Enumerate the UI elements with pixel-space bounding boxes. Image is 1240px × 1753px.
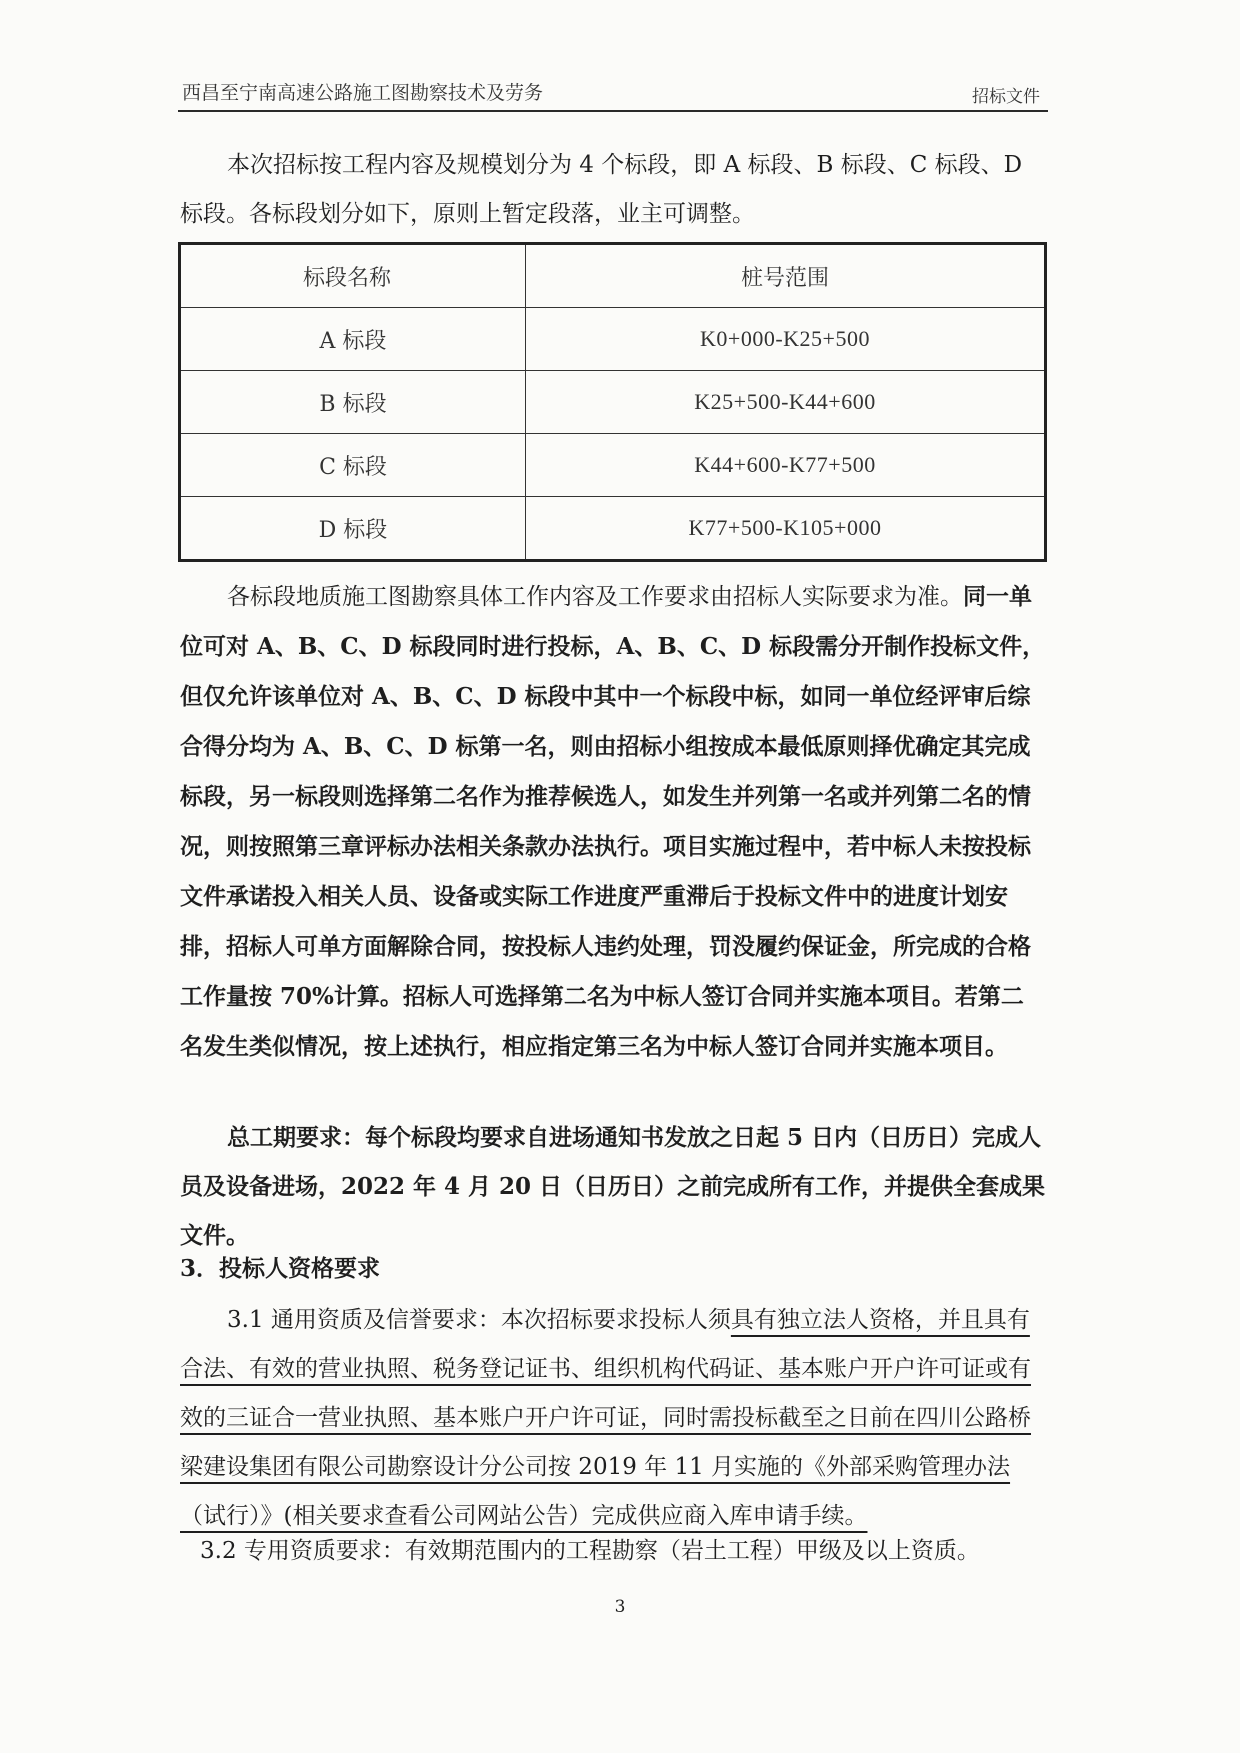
table-cell-range: K77+500-K105+000 xyxy=(526,497,1046,561)
table-row xyxy=(180,497,1046,561)
bidding-rules-paragraph xyxy=(180,572,1046,1072)
table-header-name: 标段名称 xyxy=(180,244,526,308)
table-header-row xyxy=(180,244,1046,308)
page-number: 3 xyxy=(614,1597,626,1617)
schedule-paragraph: 总工期要求：每个标段均要求自进场通知书发放之日起 5 日内（日历日）完成人员及设备进场，2022 年 4 月 20 日（日历日）之前完成所有工作，并提供全套成果文件。 xyxy=(180,1124,1046,1249)
table-cell-range: K0+000-K25+500 xyxy=(526,308,1046,371)
header-doc-type: 招标文件 xyxy=(972,87,1040,107)
table-cell-name: C 标段 xyxy=(180,434,526,497)
table-row xyxy=(180,371,1046,434)
header-project-title: 西昌至宁南高速公路施工图勘察技术及劳务 xyxy=(182,82,544,104)
general-qualification-paragraph xyxy=(180,1296,1046,1541)
table-cell-name: A 标段 xyxy=(180,308,526,371)
section-table xyxy=(178,242,1047,562)
special-qualification-paragraph: 3.2 专用资质要求：有效期范围内的工程勘察（岩土工程）甲级及以上资质。 xyxy=(200,1538,980,1564)
table-row xyxy=(180,434,1046,497)
table-cell-range: K25+500-K44+600 xyxy=(526,371,1046,434)
general-qualification-underlined: 具有独立法人资格，并且具有合法、有效的营业执照、税务登记证书、组织机构代码证、基本账户开户许可证或有效的三证合一营业执照、基本账户开户许可证，同时需投标截至之日前在四川公路桥梁建设集团有限公司勘察设计分公司按 2019 年 11 月实施的《外部采购管理办法（试行）》(相关要求查看公司网站公告）完成供应商入库申请手续。 xyxy=(180,1307,1031,1529)
general-qualification-prefix: 3.1 通用资质及信誉要求：本次招标要求投标人须 xyxy=(227,1307,731,1333)
intro-paragraph: 本次招标按工程内容及规模划分为 4 个标段，即 A 标段、B 标段、C 标段、D 标段。各标段划分如下，原则上暂定段落，业主可调整。 xyxy=(180,152,1023,227)
table-cell-range: K44+600-K77+500 xyxy=(526,434,1046,497)
section-heading-qualification: 3．投标人资格要求 xyxy=(180,1255,381,1282)
table-cell-name: B 标段 xyxy=(180,371,526,434)
page-header xyxy=(178,74,1048,112)
bidding-rules-text: 同一单位可对 A、B、C、D 标段同时进行投标，A、B、C、D 标段需分开制作投标文件，但仅允许该单位对 A、B、C、D 标段中其中一个标段中标，如同一单位经评审后综合得分均为 A、B、C、D 标第一名，则由招标小组按成本最低原则择优确定其完成标段，另一标段则选择第二名作为推荐候选人，如发生并列第一名或并列第二名的情况，则按照第三章评标办法相关条款办法执行。项目实施过程中，若中标人未按投标文件承诺投入相关人员、设备或实际工作进度严重滞后于投标文件中的进度计划安排，招标人可单方面解除合同，按投标人违约处理，罚没履约保证金，所完成的合格工作量按 70%计算。招标人可选择第二名为中标人签订合同并实施本项目。若第二名发生类似情况，按上述执行，相应指定第三名为中标人签订合同并实施本项目。 xyxy=(180,583,1046,1060)
table-row xyxy=(180,308,1046,371)
table-header-range: 桩号范围 xyxy=(526,244,1046,308)
work-content-sentence: 各标段地质施工图勘察具体工作内容及工作要求由招标人实际要求为准。 xyxy=(227,584,963,610)
table-cell-name: D 标段 xyxy=(180,497,526,561)
